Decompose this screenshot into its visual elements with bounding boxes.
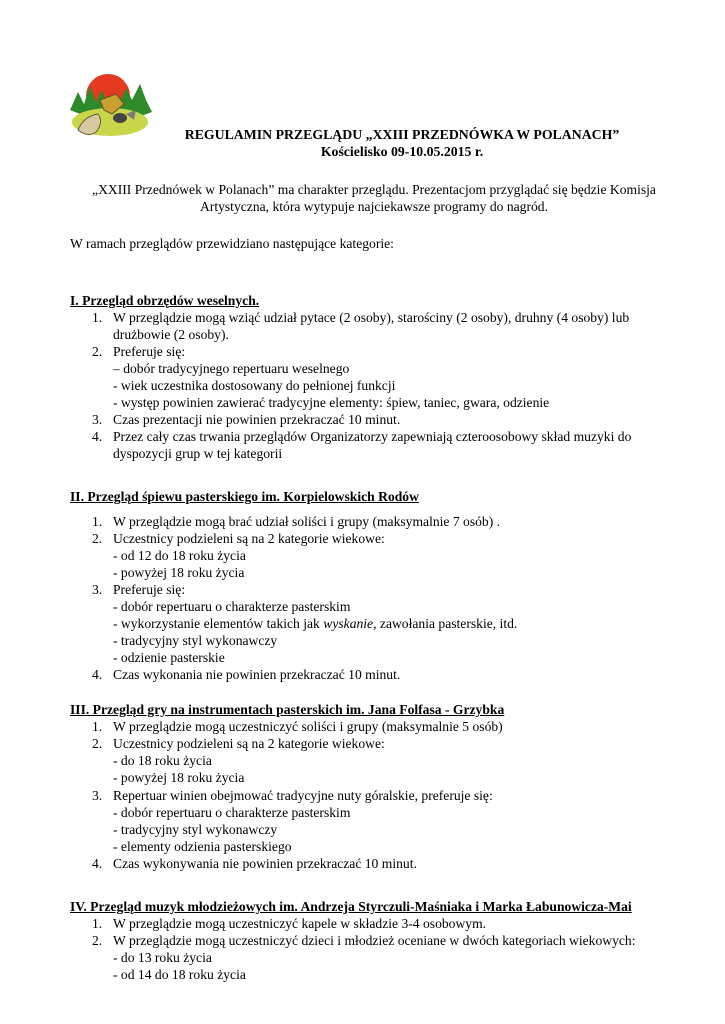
list-number: 4. <box>92 667 103 682</box>
list-item: W przeglądzie mogą uczestniczyć dzieci i młodzież oceniane w dwóch kategoriach wiekowych: <box>113 933 636 948</box>
list-number: 3. <box>92 582 103 597</box>
list-item: Repertuar winien obejmować tradycyjne nuty góralskie, preferuje się: <box>113 788 493 803</box>
list-item: W przeglądzie mogą brać udział soliści i grupy (maksymalnie 7 osób) . <box>113 514 501 529</box>
sub-item: - od 14 do 18 roku życia <box>113 967 246 982</box>
list-number: 2. <box>92 531 103 546</box>
document-title <box>152 126 652 160</box>
list-item: W przeglądzie mogą uczestniczyć kapele w składzie 3-4 osobowym. <box>113 916 487 931</box>
sub-item-emphasis: wyskanie <box>323 616 374 631</box>
list-item: Czas prezentacji nie powinien przekraczać 10 minut. <box>113 412 401 427</box>
sub-item: - odzienie pasterskie <box>113 650 225 665</box>
list-item: W przeglądzie mogą wziąć udział pytace (2 osoby), starościny (2 osoby), druhny (4 osoby) lub <box>113 310 630 325</box>
sub-item: – dobór tradycyjnego repertuaru weselnego <box>113 361 350 376</box>
list-item: Czas wykonywania nie powinien przekraczać 10 minut. <box>113 856 417 871</box>
festival-logo <box>70 70 152 142</box>
title-date: Kościelisko 09-10.05.2015 r. <box>320 144 484 159</box>
sub-item-text: - wykorzystanie elementów takich jak <box>113 616 324 631</box>
section-title: IV. Przegląd muzyk młodzieżowych im. Andrzeja Styrczuli-Maśniaka i Marka Łabunowicza-Mai <box>70 899 632 914</box>
list-number: 4. <box>92 856 103 871</box>
list-number: 3. <box>92 412 103 427</box>
sub-item: - dobór repertuaru o charakterze pasterskim <box>113 805 351 820</box>
list-item: Uczestnicy podzieleni są na 2 kategorie wiekowe: <box>113 736 385 751</box>
sub-item: - powyżej 18 roku życia <box>113 565 245 580</box>
list-item: Uczestnicy podzieleni są na 2 kategorie wiekowe: <box>113 531 385 546</box>
sub-item: - od 12 do 18 roku życia <box>113 548 246 563</box>
sub-item: - tradycyjny styl wykonawczy <box>113 822 278 837</box>
sub-item: - do 18 roku życia <box>113 753 212 768</box>
sub-item: - tradycyjny styl wykonawczy <box>113 633 278 648</box>
sub-item: - występ powinien zawierać tradycyjne elementy: śpiew, taniec, gwara, odzienie <box>113 395 550 410</box>
section-title: III. Przegląd gry na instrumentach pasterskich im. Jana Folfasa - Grzybka <box>70 702 505 717</box>
sub-item <box>113 615 517 632</box>
sub-item: - elementy odzienia pasterskiego <box>113 839 292 854</box>
list-number: 1. <box>92 514 103 529</box>
list-item-continuation: dyspozycji grup w tej kategorii <box>113 446 283 461</box>
list-number: 1. <box>92 916 103 931</box>
list-number: 1. <box>92 310 103 325</box>
categories-intro: W ramach przeglądów przewidziano następujące kategorie: <box>70 236 394 251</box>
list-item: Preferuje się: <box>113 344 186 359</box>
list-number: 2. <box>92 933 103 948</box>
list-item: W przeglądzie mogą uczestniczyć soliści i grupy (maksymalnie 5 osób) <box>113 719 503 734</box>
list-number: 2. <box>92 736 103 751</box>
list-item: Preferuje się: <box>113 582 186 597</box>
sub-item-text: , zawołania pasterskie, itd. <box>373 616 518 631</box>
sub-item: - wiek uczestnika dostosowany do pełnionej funkcji <box>113 378 396 393</box>
title-line: REGULAMIN PRZEGLĄDU „XXIII PRZEDNÓWKA W POLANACH” <box>184 127 620 142</box>
section-title: II. Przegląd śpiewu pasterskiego im. Korpielowskich Rodów <box>70 489 419 504</box>
sub-item: - dobór repertuaru o charakterze pasterskim <box>113 599 351 614</box>
list-item: Czas wykonania nie powinien przekraczać 10 minut. <box>113 667 401 682</box>
list-number: 1. <box>92 719 103 734</box>
list-item: Przez cały czas trwania przeglądów Organizatorzy zapewniają czteroosobowy skład muzyki do <box>113 429 632 444</box>
list-number: 4. <box>92 429 103 444</box>
intro-paragraph: „XXIII Przednówek w Polanach” ma charakter przeglądu. Prezentacjom przyglądać się będzie Komisja Artystyczna, która wytypuje najciekawsze programy do nagród. <box>92 182 656 215</box>
list-number: 3. <box>92 788 103 803</box>
sub-item: - powyżej 18 roku życia <box>113 770 245 785</box>
logo-illustration-icon <box>70 70 152 142</box>
list-number: 2. <box>92 344 103 359</box>
section-title: I. Przegląd obrzędów weselnych. <box>70 293 260 308</box>
sub-item: - do 13 roku życia <box>113 950 212 965</box>
list-item-continuation: drużbowie (2 osoby). <box>113 327 229 342</box>
